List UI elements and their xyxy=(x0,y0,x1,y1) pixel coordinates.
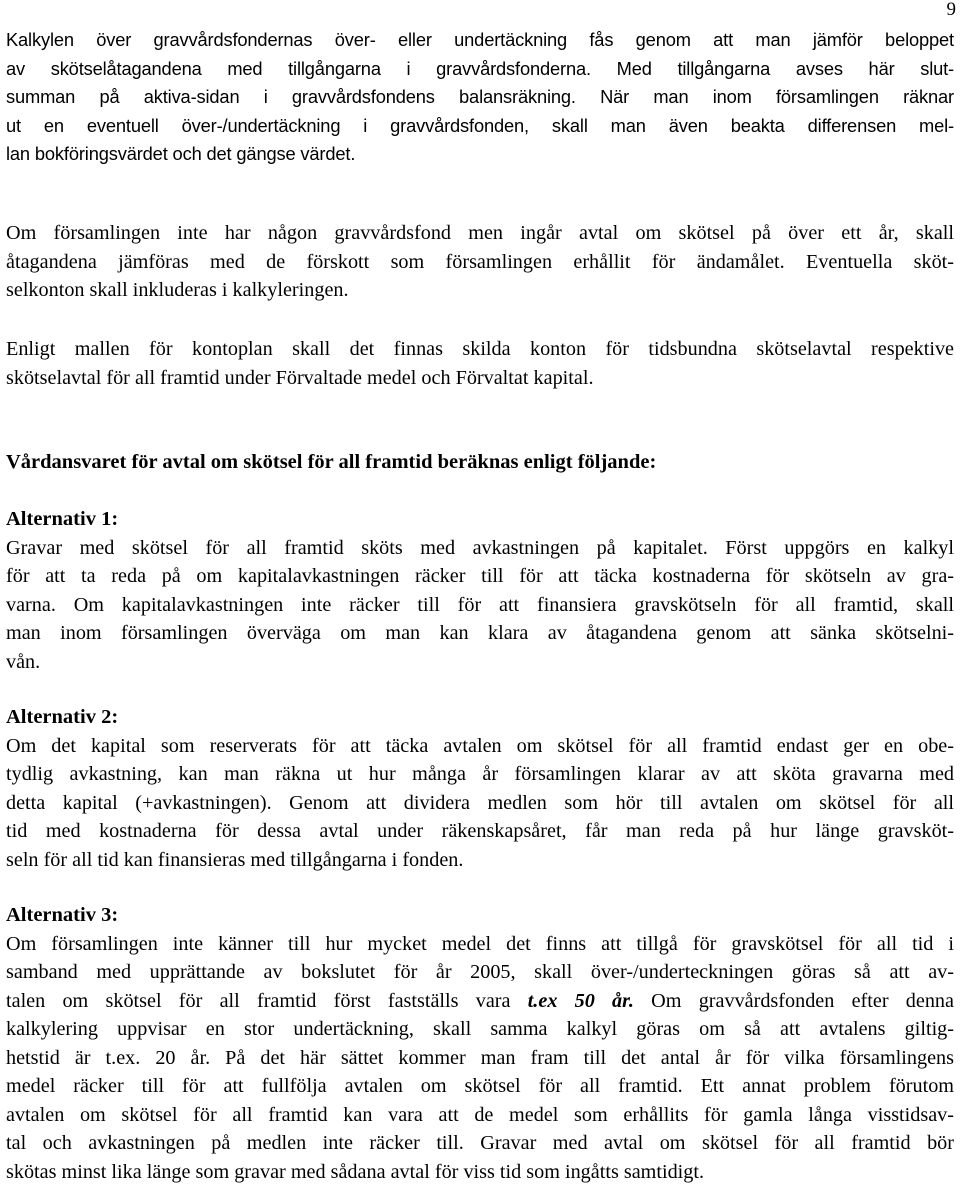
text-line: skötas minst lika länge som gravar med sådana avtal för viss tid som ingåtts samtidigt. xyxy=(6,1158,954,1186)
text-line: tal och avkastningen på medlen inte räcker till. Gravar med avtal om skötsel för all framtid bör xyxy=(6,1129,954,1158)
paragraph-fund-calculation xyxy=(6,26,954,169)
text-line: varna. Om kapitalavkastningen inte räcker till för att finansiera gravskötseln för all framtid, skall xyxy=(6,591,954,620)
text-line: skötselavtal för all framtid under Förvaltade medel och Förvaltat kapital. xyxy=(6,364,954,393)
text-line: ut en eventuell över-/undertäckning i gravvårdsfonden, skall man även beakta differensen mel- xyxy=(6,112,954,141)
alternative-3 xyxy=(6,901,954,1186)
emphasis-duration: t.ex 50 år. xyxy=(528,990,634,1012)
text-line: avtalen om skötsel för all framtid kan vara att de medel som erhållits för gamla långa visstidsav- xyxy=(6,1101,954,1130)
text-segment: Om gravvårdsfonden efter denna xyxy=(634,990,954,1012)
text-line: selkonton skall inkluderas i kalkyleringen. xyxy=(6,276,954,305)
text-line: man inom församlingen överväga om man kan klara av åtagandena genom att sänka skötselni- xyxy=(6,619,954,648)
text-line: vån. xyxy=(6,648,954,677)
text-line-with-emphasis xyxy=(6,987,954,1016)
alternative-1 xyxy=(6,505,954,676)
alternative-2 xyxy=(6,703,954,874)
text-line: kalkylering uppvisar en stor undertäckning, skall samma kalkyl göras om så att avtalens giltig- xyxy=(6,1015,954,1044)
alternative-1-heading: Alternativ 1: xyxy=(6,505,954,534)
text-line: tydlig avkastning, kan man räkna ut hur många år församlingen klarar av att sköta gravarna med xyxy=(6,760,954,789)
alternative-3-heading: Alternativ 3: xyxy=(6,901,954,930)
text-line: medel räcker till för att fullfölja avtalen om skötsel för all framtid. Ett annat problem förutom xyxy=(6,1072,954,1101)
text-line: Om församlingen inte känner till hur mycket medel det finns att tillgå för gravskötsel för all tid i xyxy=(6,930,954,959)
text-line: Kalkylen över gravvårdsfondernas över- eller undertäckning fås genom att man jämför beloppet xyxy=(6,26,954,55)
text-line: Om det kapital som reserverats för att täcka avtalen om skötsel för all framtid endast ger en obe- xyxy=(6,732,954,761)
paragraph-no-fund xyxy=(6,219,954,305)
section-heading-text: Vårdansvaret för avtal om skötsel för all framtid beräknas enligt följande: xyxy=(6,448,656,477)
text-line: Om församlingen inte har någon gravvårdsfond men ingår avtal om skötsel på över ett år, skall xyxy=(6,219,954,248)
text-line: summan på aktiva-sidan i gravvårdsfondens balansräkning. När man inom församlingen räknar xyxy=(6,83,954,112)
page-number: 9 xyxy=(947,0,957,19)
text-line: seln för all tid kan finansieras med tillgångarna i fonden. xyxy=(6,846,954,875)
section-heading xyxy=(6,448,656,477)
text-line: lan bokföringsvärdet och det gängse värdet. xyxy=(6,140,954,169)
text-line: detta kapital (+avkastningen). Genom att dividera medlen som hör till avtalen om skötsel för all xyxy=(6,789,954,818)
text-segment: talen om skötsel för all framtid först fastställs vara xyxy=(6,990,528,1012)
text-line: åtagandena jämföras med de förskott som församlingen erhållit för ändamålet. Eventuella sköt- xyxy=(6,248,954,277)
paragraph-account-template xyxy=(6,335,954,392)
text-line: samband med upprättande av bokslutet för år 2005, skall över-/underteckningen göras så att av- xyxy=(6,958,954,987)
text-line: Enligt mallen för kontoplan skall det finnas skilda konton för tidsbundna skötselavtal respektive xyxy=(6,335,954,364)
text-line: tid med kostnaderna för dessa avtal under räkenskapsåret, får man reda på hur länge gravsköt- xyxy=(6,817,954,846)
text-line: av skötselåtagandena med tillgångarna i gravvårdsfonderna. Med tillgångarna avses här slut- xyxy=(6,55,954,84)
alternative-2-heading: Alternativ 2: xyxy=(6,703,954,732)
text-line: för att ta reda på om kapitalavkastningen räcker till för att täcka kostnaderna för skötseln av gra- xyxy=(6,562,954,591)
text-line: hetstid är t.ex. 20 år. På det här sättet kommer man fram till det antal år för vilka församlingens xyxy=(6,1044,954,1073)
text-line: Gravar med skötsel för all framtid sköts med avkastningen på kapitalet. Först uppgörs en kalkyl xyxy=(6,534,954,563)
